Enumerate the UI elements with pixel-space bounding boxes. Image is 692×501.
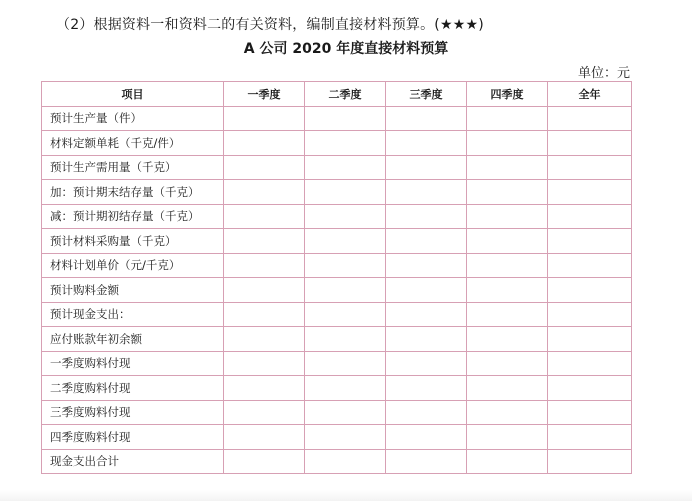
empty-cell — [305, 327, 386, 352]
empty-cell — [305, 253, 386, 278]
empty-cell — [224, 449, 305, 474]
table-row — [42, 180, 632, 205]
row-label: 四季度购料付现 — [42, 425, 224, 450]
unit-label: 单位：元 — [577, 66, 630, 81]
table-row — [42, 155, 632, 180]
empty-cell — [548, 131, 632, 156]
empty-cell — [224, 351, 305, 376]
column-header-year: 全年 — [548, 82, 632, 107]
empty-cell — [467, 449, 548, 474]
table-row — [42, 400, 632, 425]
empty-cell — [467, 351, 548, 376]
row-label: 加：预计期末结存量（千克） — [42, 180, 224, 205]
empty-cell — [467, 376, 548, 401]
empty-cell — [467, 229, 548, 254]
empty-cell — [224, 400, 305, 425]
row-label: 一季度购料付现 — [42, 351, 224, 376]
column-header-q1: 一季度 — [224, 82, 305, 107]
empty-cell — [305, 351, 386, 376]
table-header-row — [42, 82, 632, 107]
empty-cell — [224, 425, 305, 450]
empty-cell — [386, 131, 467, 156]
empty-cell — [467, 155, 548, 180]
empty-cell — [224, 278, 305, 303]
empty-cell — [467, 106, 548, 131]
empty-cell — [305, 204, 386, 229]
row-label: 预计材料采购量（千克） — [42, 229, 224, 254]
row-label: 应付账款年初余额 — [42, 327, 224, 352]
row-label: 预计现金支出： — [42, 302, 224, 327]
empty-cell — [548, 449, 632, 474]
row-label: 预计购料金额 — [42, 278, 224, 303]
empty-cell — [548, 400, 632, 425]
empty-cell — [467, 327, 548, 352]
empty-cell — [467, 278, 548, 303]
empty-cell — [386, 253, 467, 278]
table-title: A 公司 2020 年度直接材料预算 — [243, 41, 449, 57]
empty-cell — [548, 425, 632, 450]
empty-cell — [224, 327, 305, 352]
empty-cell — [224, 106, 305, 131]
table-row — [42, 204, 632, 229]
empty-cell — [386, 376, 467, 401]
table-row — [42, 278, 632, 303]
table-row — [42, 327, 632, 352]
empty-cell — [224, 131, 305, 156]
empty-cell — [386, 400, 467, 425]
table-body — [42, 106, 632, 474]
column-header-item: 项目 — [42, 82, 224, 107]
empty-cell — [548, 278, 632, 303]
empty-cell — [467, 400, 548, 425]
empty-cell — [386, 302, 467, 327]
row-label: 材料计划单价（元/千克） — [42, 253, 224, 278]
empty-cell — [305, 400, 386, 425]
empty-cell — [548, 351, 632, 376]
empty-cell — [224, 204, 305, 229]
empty-cell — [548, 204, 632, 229]
empty-cell — [224, 229, 305, 254]
empty-cell — [467, 253, 548, 278]
empty-cell — [548, 106, 632, 131]
empty-cell — [386, 327, 467, 352]
empty-cell — [548, 327, 632, 352]
empty-cell — [305, 106, 386, 131]
empty-cell — [467, 425, 548, 450]
row-label: 减：预计期初结存量（千克） — [42, 204, 224, 229]
empty-cell — [305, 449, 386, 474]
empty-cell — [548, 253, 632, 278]
empty-cell — [305, 155, 386, 180]
empty-cell — [305, 376, 386, 401]
table-row — [42, 351, 632, 376]
row-label: 材料定额单耗（千克/件） — [42, 131, 224, 156]
empty-cell — [386, 229, 467, 254]
page-bottom-edge — [0, 490, 692, 501]
empty-cell — [224, 302, 305, 327]
empty-cell — [548, 376, 632, 401]
table-row — [42, 106, 632, 131]
table-row — [42, 131, 632, 156]
empty-cell — [386, 204, 467, 229]
empty-cell — [386, 180, 467, 205]
empty-cell — [305, 131, 386, 156]
empty-cell — [467, 180, 548, 205]
table-row — [42, 253, 632, 278]
direct-material-budget-table — [41, 81, 632, 474]
empty-cell — [548, 155, 632, 180]
empty-cell — [386, 425, 467, 450]
row-label: 预计生产量（件） — [42, 106, 224, 131]
column-header-q3: 三季度 — [386, 82, 467, 107]
row-label: 二季度购料付现 — [42, 376, 224, 401]
empty-cell — [305, 278, 386, 303]
empty-cell — [548, 180, 632, 205]
empty-cell — [305, 229, 386, 254]
row-label: 三季度购料付现 — [42, 400, 224, 425]
empty-cell — [305, 180, 386, 205]
empty-cell — [305, 302, 386, 327]
table-row — [42, 376, 632, 401]
column-header-q2: 二季度 — [305, 82, 386, 107]
table-row — [42, 302, 632, 327]
empty-cell — [305, 425, 386, 450]
empty-cell — [548, 229, 632, 254]
empty-cell — [386, 351, 467, 376]
table-row — [42, 229, 632, 254]
empty-cell — [548, 302, 632, 327]
empty-cell — [386, 155, 467, 180]
question-text: （2）根据资料一和资料二的有关资料，编制直接材料预算。(★★★) — [56, 17, 484, 33]
row-label: 预计生产需用量（千克） — [42, 155, 224, 180]
table-row — [42, 449, 632, 474]
empty-cell — [386, 278, 467, 303]
table-row — [42, 425, 632, 450]
empty-cell — [224, 253, 305, 278]
empty-cell — [467, 204, 548, 229]
empty-cell — [224, 155, 305, 180]
empty-cell — [386, 449, 467, 474]
empty-cell — [224, 180, 305, 205]
empty-cell — [467, 302, 548, 327]
empty-cell — [224, 376, 305, 401]
row-label: 现金支出合计 — [42, 449, 224, 474]
empty-cell — [386, 106, 467, 131]
empty-cell — [467, 131, 548, 156]
column-header-q4: 四季度 — [467, 82, 548, 107]
